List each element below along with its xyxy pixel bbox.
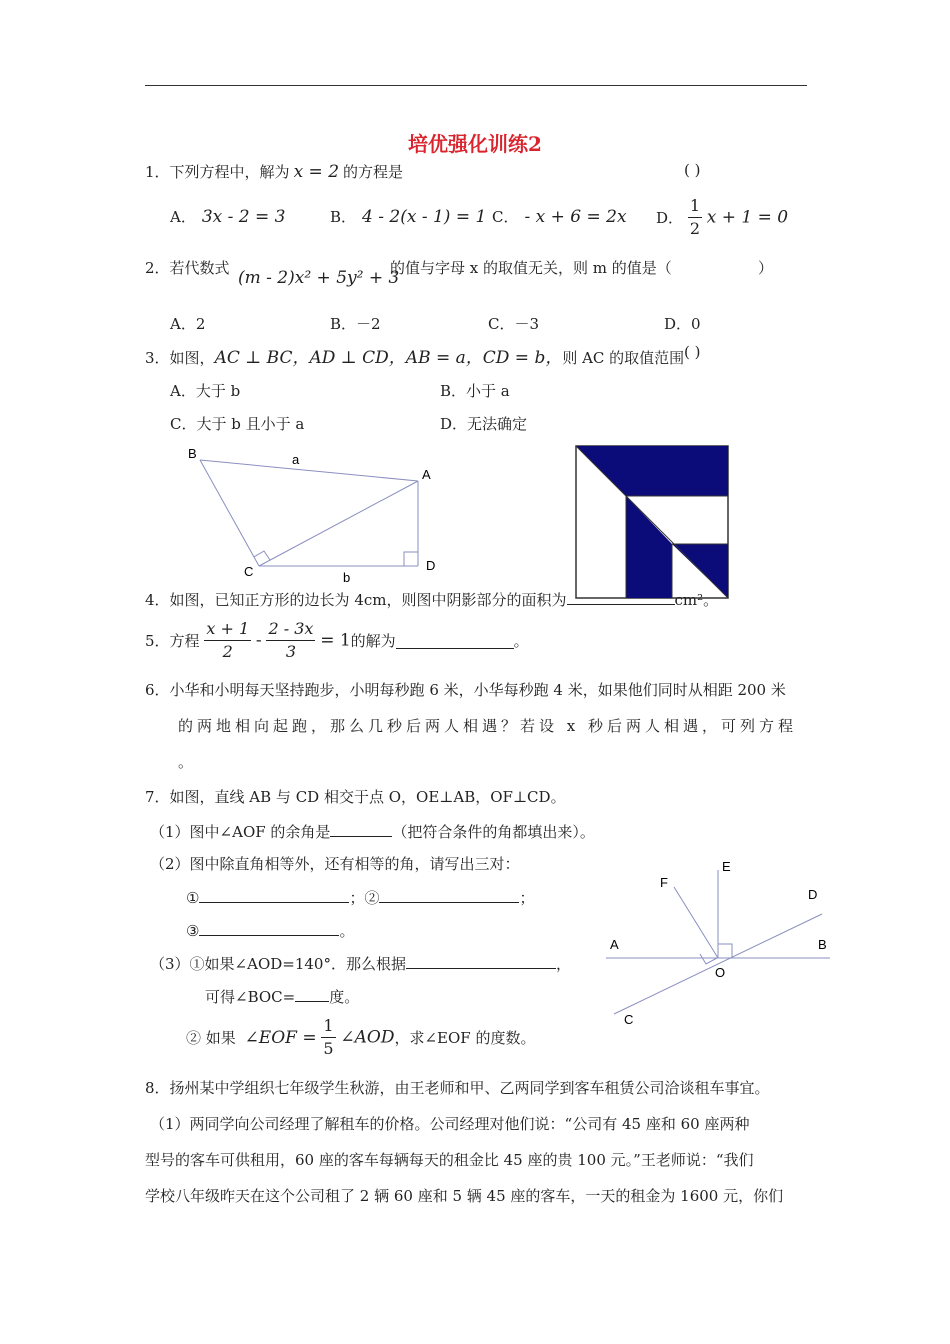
option-d [656,195,788,240]
question-7-blanks-row-2 [186,919,354,941]
circled-number: ③ [186,922,200,940]
option-label: A． [170,208,196,226]
question-text: 的值与字母 x 的取值无关，则 m 的值是（ [390,259,672,277]
question-8-line-4: 学校八年级昨天在这个公司租了 2 辆 60 座和 5 辆 45 座的客车，一天的租金为 1600 元，你们 [145,1187,784,1205]
math-expression: 3x - 2 = 3 [201,207,286,227]
question-text: （把符合条件的角都填出来）。 [392,823,595,841]
question-4 [145,588,718,610]
option-b: B．小于 a [440,382,510,400]
answer-blank[interactable] [199,886,349,903]
answer-blank[interactable] [396,632,514,649]
right-angle-mark-e [718,944,732,958]
option-c: C．－3 [488,315,540,333]
option-a [170,206,285,227]
option-a: A．大于 b [170,382,241,400]
label-a: A [422,467,431,482]
label-a-side: a [292,452,300,467]
answer-blank[interactable] [330,820,392,837]
math-expression: - x + 6 = 2x [524,207,627,227]
circled-number: ；② [349,889,380,907]
question-number: 4． [145,591,170,609]
question-number: 1． [145,163,170,181]
label-e: E [722,859,731,874]
answer-paren: ( ) [684,343,701,361]
question-text: （3）①如果∠AOD=140°．那么根据 [150,955,406,973]
question-7-part-1 [150,820,595,842]
question-3 [145,343,684,368]
option-c [492,206,627,227]
right-angle-mark-d [404,552,418,566]
math-expression: = 1 [320,630,351,651]
question-7-part-3 [150,952,571,974]
question-text: 下列方程中，解为 [169,163,290,181]
circled-number: ① [186,889,200,907]
question-text: ，求∠EOF 的度数。 [394,1029,536,1047]
math-expression: ∠AOD [340,1027,395,1048]
right-angle-mark-f [700,954,717,964]
option-a: A．2 [170,315,206,333]
fraction-denominator: 2 [222,642,233,661]
question-text: 若代数式 [169,259,230,277]
question-8-line-1: 8．扬州某中学组织七年级学生秋游，由王老师和甲、乙两同学到客车租赁公司洽谈租车事宜。 [145,1079,770,1097]
question-text: ② 如果 [186,1029,236,1047]
right-angle-mark-c [254,551,270,560]
punctuation: 。 [339,922,355,940]
fraction-numerator: 1 [321,1015,335,1038]
math-expression: (m - 2)x² + 5y² + 3 [238,268,400,288]
question-text: 的方程是 [343,163,404,181]
answer-paren: ( ) [684,161,701,179]
answer-blank[interactable] [567,588,675,605]
fraction [321,1015,335,1060]
label-o: O [715,965,726,980]
option-c: C．大于 b 且小于 a [170,415,305,433]
answer-paren: ） [758,259,774,277]
question-text: 度。 [329,988,360,1006]
question-text: 如图，已知正方形的边长为 4cm，则图中阴影部分的面积为 [169,591,567,609]
question-7-part-3b [205,985,359,1007]
quadrilateral-figure [180,440,450,590]
label-b-side: b [343,570,351,585]
label-f: F [660,875,668,890]
segment-bc [200,460,259,566]
question-7-blanks-row-1 [186,886,534,908]
question-text: 如图， [169,349,215,367]
fraction-numerator: 1 [688,195,702,218]
fraction-numerator: 2 - 3x [266,618,315,641]
question-text: 则 AC 的取值范围 [562,349,685,367]
fraction-numerator: x + 1 [204,618,251,641]
punctuation: 。 [513,632,529,650]
question-7-part-4 [186,1015,535,1060]
answer-blank[interactable] [295,985,329,1002]
header-rule [145,85,807,86]
option-label: C． [492,208,519,226]
option-d: D．无法确定 [440,415,528,433]
label-c: C [244,564,254,579]
question-text: （1）图中∠AOF 的余角是 [150,823,331,841]
page-title: 培优强化训练2 [408,132,542,156]
question-6-line-1: 6．小华和小明每天坚持跑步，小明每秒跑 6 米，小华每秒跑 4 米，如果他们同时从相距 200 米 [145,681,786,699]
label-b: B [188,446,197,461]
question-7-intro: 7．如图，直线 AB 与 CD 相交于点 O，OE⊥AB，OF⊥CD。 [145,788,566,806]
math-expression: x = 2 [293,162,340,182]
math-expression: x + 1 = 0 [706,207,789,228]
option-b: B．－2 [330,315,381,333]
label-a: A [610,937,619,952]
segment-ca [259,481,418,566]
answer-blank[interactable] [379,886,519,903]
answer-blank[interactable] [406,952,556,969]
question-number: 2． [145,259,170,277]
unit-text: cm²。 [674,591,719,609]
question-7-part-2: （2）图中除直角相等外，还有相等的角，请写出三对： [150,855,520,873]
label-c: C [624,1012,634,1027]
option-label: B． [330,208,357,226]
minus-sign: - [255,630,262,651]
question-6-line-2: 的两地相向起跑，那么几秒后两人相遇？若设 x 秒后两人相遇，可列方程 [178,717,797,735]
question-5 [145,618,529,663]
option-b [330,206,486,227]
answer-blank[interactable] [199,919,339,936]
question-8-line-3: 型号的客车可供租用，60 座的客车每辆每天的租金比 45 座的贵 100 元。”王老师说：“我们 [145,1151,754,1169]
question-1 [145,161,403,182]
segment-ba [200,460,418,481]
math-expression: 4 - 2(x - 1) = 1 [362,207,487,227]
question-text: 方程 [169,632,200,650]
question-6-line-3: 。 [178,753,194,771]
fraction-denominator: 5 [323,1039,334,1058]
label-d: D [426,558,436,573]
ray-of [674,887,718,958]
label-b: B [818,937,827,952]
question-8-line-2: （1）两同学向公司经理了解租车的价格。公司经理对他们说：“公司有 45 座和 60 座两种 [150,1115,750,1133]
fraction [266,618,315,663]
fraction-denominator: 3 [285,642,297,661]
question-2 [145,257,230,278]
intersecting-lines-figure [600,856,840,1036]
shaded-square-figure [574,444,730,600]
question-text: 的解为 [350,632,396,650]
math-expression: ∠EOF = [244,1027,317,1048]
option-label: D． [656,209,684,227]
punctuation: ， [555,955,571,973]
label-d: D [808,887,818,902]
question-number: 3． [145,349,170,367]
punctuation: ； [519,889,535,907]
fraction [688,195,702,240]
option-d: D．0 [664,315,701,333]
math-expression: AC ⊥ BC，AD ⊥ CD，AB = a，CD = b， [214,348,563,368]
question-number: 5． [145,632,170,650]
question-text: 可得∠BOC= [205,988,296,1006]
fraction-denominator: 2 [689,219,700,238]
fraction [204,618,251,663]
